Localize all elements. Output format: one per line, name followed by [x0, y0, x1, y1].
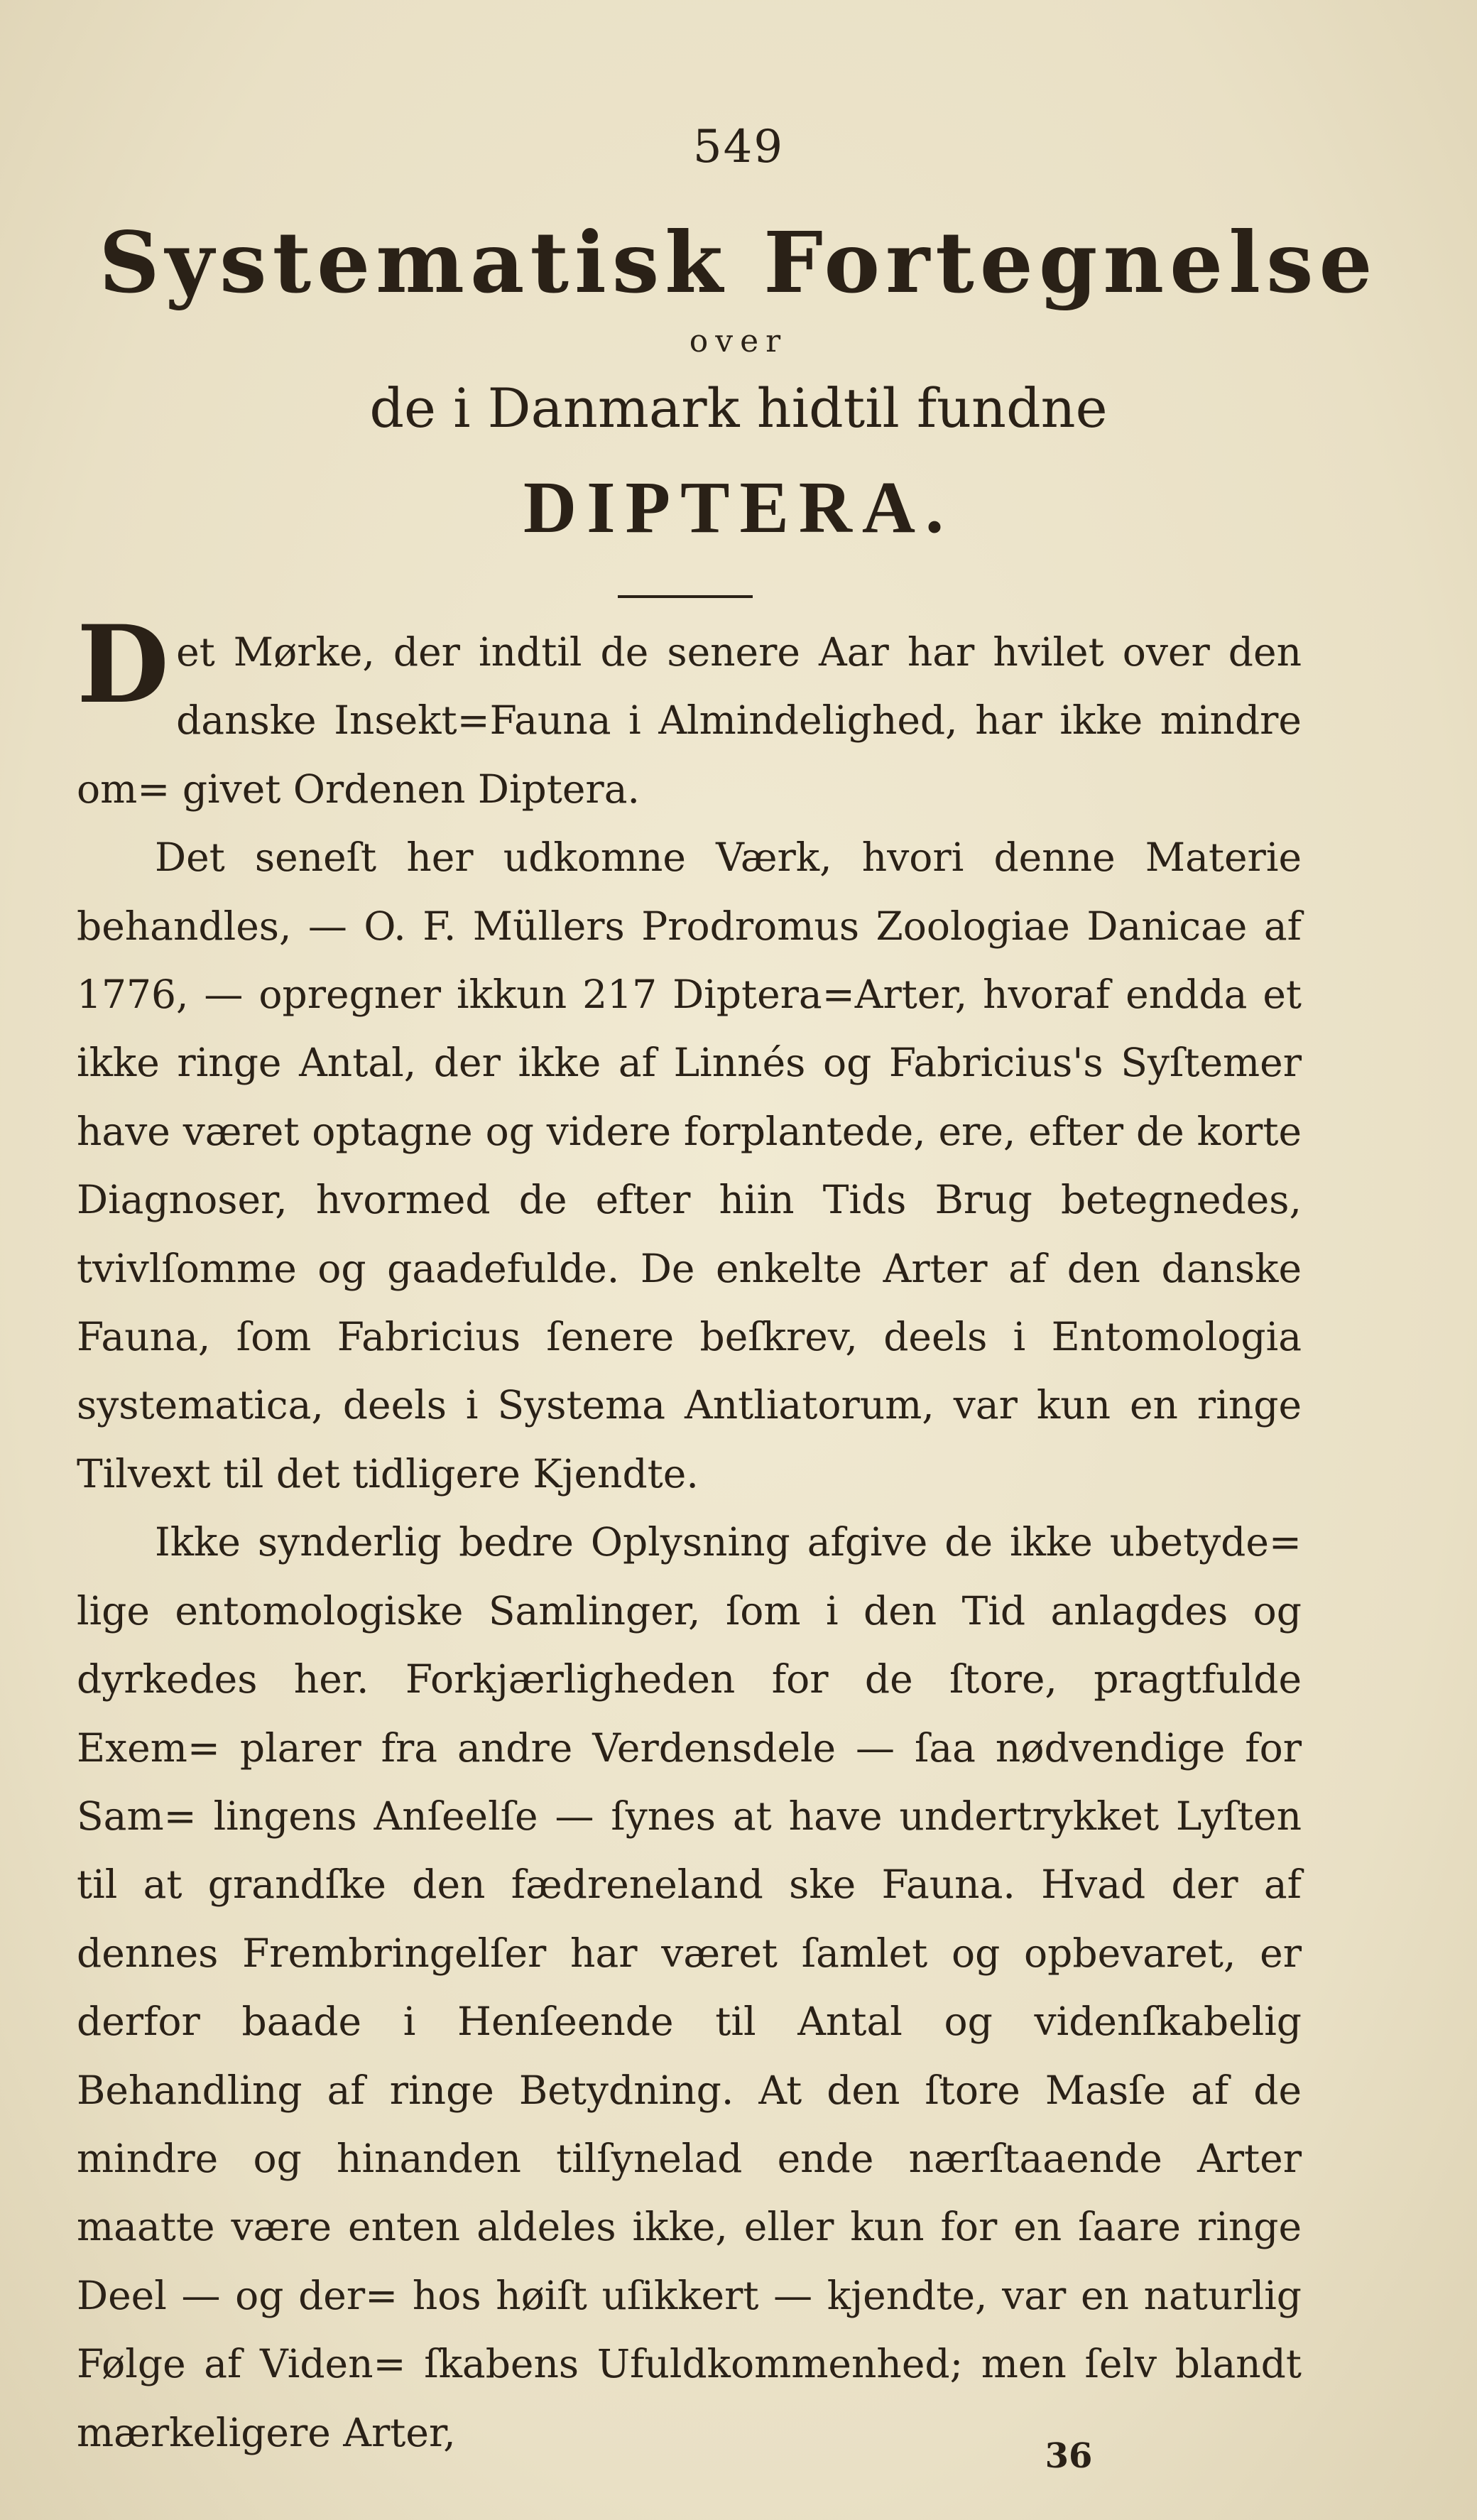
title-connector: over	[689, 323, 788, 359]
paragraph-1-text: et Mørke, der indtil de senere Aar har hvilet over den danske Insekt=Fauna i Almindelighed, har ikke mindre om= givet Ordenen Diptera.	[77, 629, 1302, 812]
paragraph-1	[77, 602, 1302, 823]
page-subtitle: de i Danmark hidtil fundne	[369, 376, 1108, 440]
page-title: Systematisk Fortegnelse	[99, 213, 1378, 312]
section-heading: DIPTERA.	[523, 467, 954, 548]
page-number: 549	[692, 121, 785, 173]
drop-cap: D	[77, 602, 170, 727]
body-text	[77, 602, 1302, 2467]
paragraph-2: Det seneſt her udkomne Værk, hvori denne Materie behandles, — O. F. Müllers Prodromus Zoologiae Danicae af 1776, — opregner ikkun 217 Diptera=Arter, hvoraf endda et ikke ringe Antal, der ikke af Linnés og Fabricius's Syſtemer have været optagne og videre forplantede, ere, efter de korte Diagnoser, hvormed de efter hiin Tids Brug betegnedes, tvivlſomme og gaadefulde. De enkelte Arter af den danske Fauna, ſom Fabricius ſenere beſkrev, deels i Entomologia systematica, deels i Systema Antliatorum, var kun en ringe Tilvext til det tidligere Kjendte.	[77, 835, 1302, 1497]
divider-rule	[618, 595, 753, 598]
signature-mark: 36	[1045, 2436, 1093, 2476]
paragraph-3: Ikke synderlig bedre Oplysning afgive de ikke ubetyde= lige entomologiske Samlinger, ſom i den Tid anlagdes og dyrkedes her. Forkjærligheden for de ſtore, pragtfulde Exem= plarer fra andre Verdensdele — ſaa nødvendige for Sam= lingens Anſeelſe — ſynes at have undertrykket Lyſten til at grandſke den fædreneland ske Fauna. Hvad der af dennes Frembringelſer har været ſamlet og opbevaret, er derfor baade i Henſeende til Antal og videnſkabelig Behandling af ringe Betydning. At den ſtore Masſe af de mindre og hinanden tilſynelad ende nærſtaaende Arter maatte være enten aldeles ikke, eller kun for en ſaare ringe Deel — og der= hos høiſt uſikkert — kjendte, var en naturlig Følge af Viden= ſkabens Ufuldkommenhed; men ſelv blandt mærkeligere Arter,	[77, 1519, 1302, 2455]
